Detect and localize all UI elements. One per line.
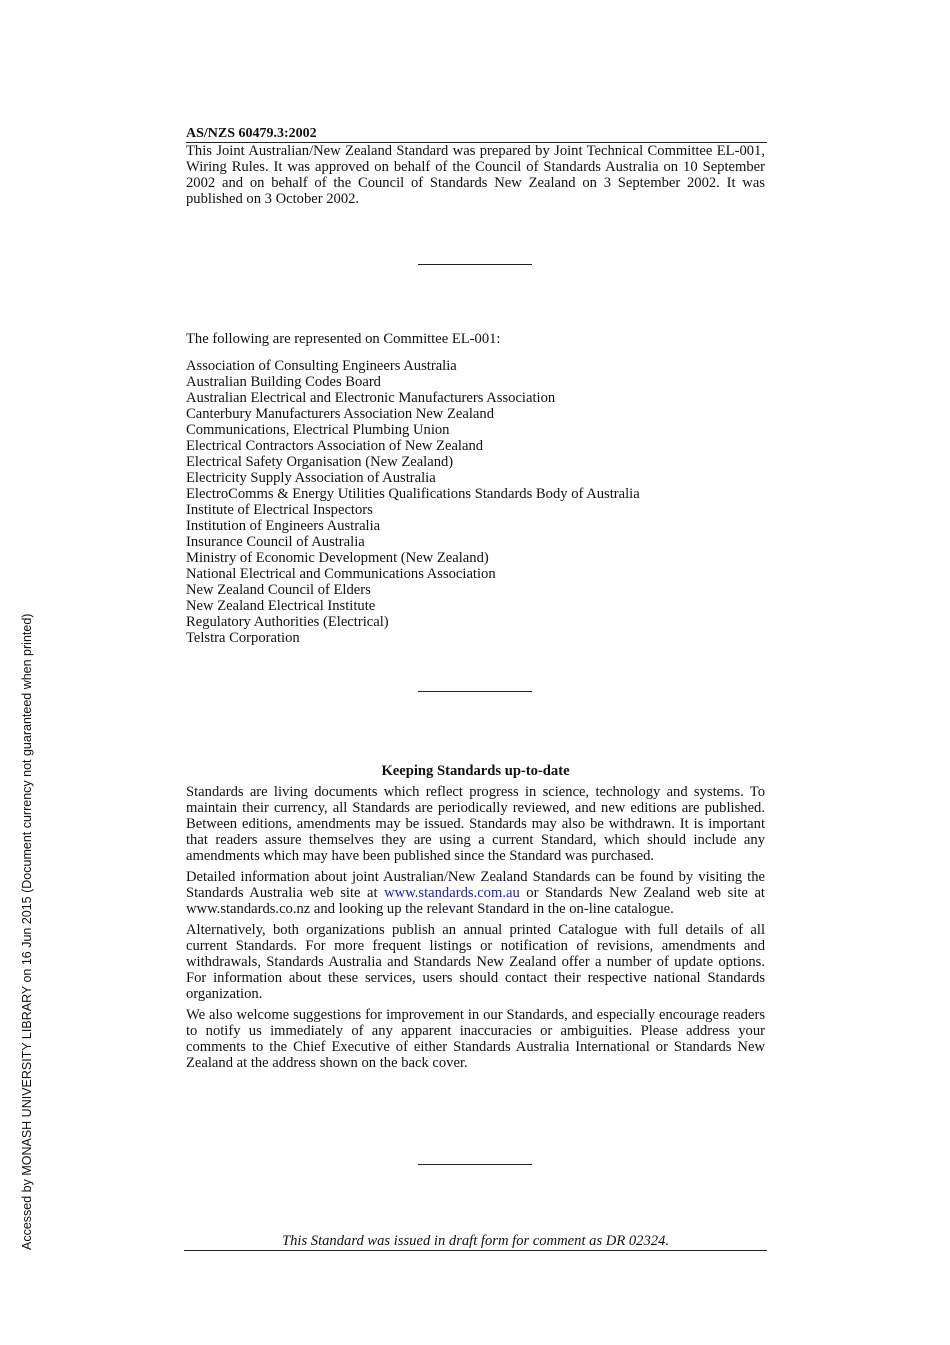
section-separator [418,1164,532,1165]
keeping-section [186,763,765,1071]
committee-member: Australian Electrical and Electronic Manufacturers Association [186,390,556,406]
keeping-paragraph-2 [186,869,765,917]
committee-member: Electricity Supply Association of Australia [186,470,436,486]
committee-member: Canterbury Manufacturers Association New Zealand [186,406,494,422]
draft-note: This Standard was issued in draft form for comment as DR 02324. [281,1233,670,1249]
committee-member: Insurance Council of Australia [186,534,365,550]
header-block [186,126,765,207]
section-separator [418,264,532,265]
committee-member: Electrical Safety Organisation (New Zealand) [186,454,454,470]
committee-member: Regulatory Authorities (Electrical) [186,614,389,630]
committee-member-list [186,358,765,646]
committee-member: Telstra Corporation [186,630,300,646]
committee-member: Association of Consulting Engineers Australia [186,358,457,374]
committee-member: Institute of Electrical Inspectors [186,502,373,518]
committee-member: New Zealand Electrical Institute [186,598,376,614]
committee-member: New Zealand Council of Elders [186,582,371,598]
committee-member: ElectroComms & Energy Utilities Qualifications Standards Body of Australia [186,486,640,502]
keeping-paragraph-3: Alternatively, both organizations publish an annual printed Catalogue with full details of all current Standards. For more frequent listings or notification of revisions, amendments and withdrawals, Standards Australia and Standards New Zealand offer a number of update options. For information about these services, users should contact their respective national Standards organization. [186,922,765,1002]
access-stamp: Accessed by MONASH UNIVERSITY LIBRARY on 16 Jun 2015 (Document currency not guaranteed when printed) [20,613,34,1250]
committee-member: Electrical Contractors Association of New Zealand [186,438,484,454]
committee-member: Ministry of Economic Development (New Zealand) [186,550,489,566]
keeping-paragraph-4: We also welcome suggestions for improvement in our Standards, and especially encourage readers to notify us immediately of any apparent inaccuracies or ambiguities. Please address your comments to the Chief Executive of either Standards Australia International or Standards New Zealand at the address shown on the back cover. [186,1007,765,1071]
footer-rule [184,1250,767,1251]
preparation-statement: This Joint Australian/New Zealand Standard was prepared by Joint Technical Committee EL-001, Wiring Rules. It was approved on behalf of the Council of Standards Australia on 10 September 2002 and on behalf of the Council of Standards New Zealand on 3 September 2002. It was published on 3 October 2002. [186,143,765,207]
keeping-paragraph-1: Standards are living documents which reflect progress in science, technology and systems. To maintain their currency, all Standards are periodically reviewed, and new editions are published. Between editions, amendments may be issued. Standards may also be withdrawn. It is important that readers assure themselves they are using a current Standard, which should include any amendments which may have been published since the Standard was purchased. [186,784,765,864]
p2-text-before: Detailed information about joint Australian/New Zealand Standards can be found by visiting the Standards Australia web site at [186,869,765,901]
footer [186,1233,765,1249]
section-separator [418,691,532,692]
p2-text-after: or Standards New Zealand web site at www.standards.co.nz and looking up the relevant Standard in the on-line catalogue. [186,885,765,917]
committee-member: National Electrical and Communications Association [186,566,496,582]
committee-member: Communications, Electrical Plumbing Union [186,422,450,438]
keeping-heading: Keeping Standards up-to-date [381,763,570,779]
committee-member: Institution of Engineers Australia [186,518,381,534]
committee-section [186,331,765,646]
standards-au-link[interactable]: www.standards.com.au [384,885,520,901]
committee-title: The following are represented on Committee EL-001: [186,331,501,347]
committee-member: Australian Building Codes Board [186,374,381,390]
document-id: AS/NZS 60479.3:2002 [186,126,317,141]
